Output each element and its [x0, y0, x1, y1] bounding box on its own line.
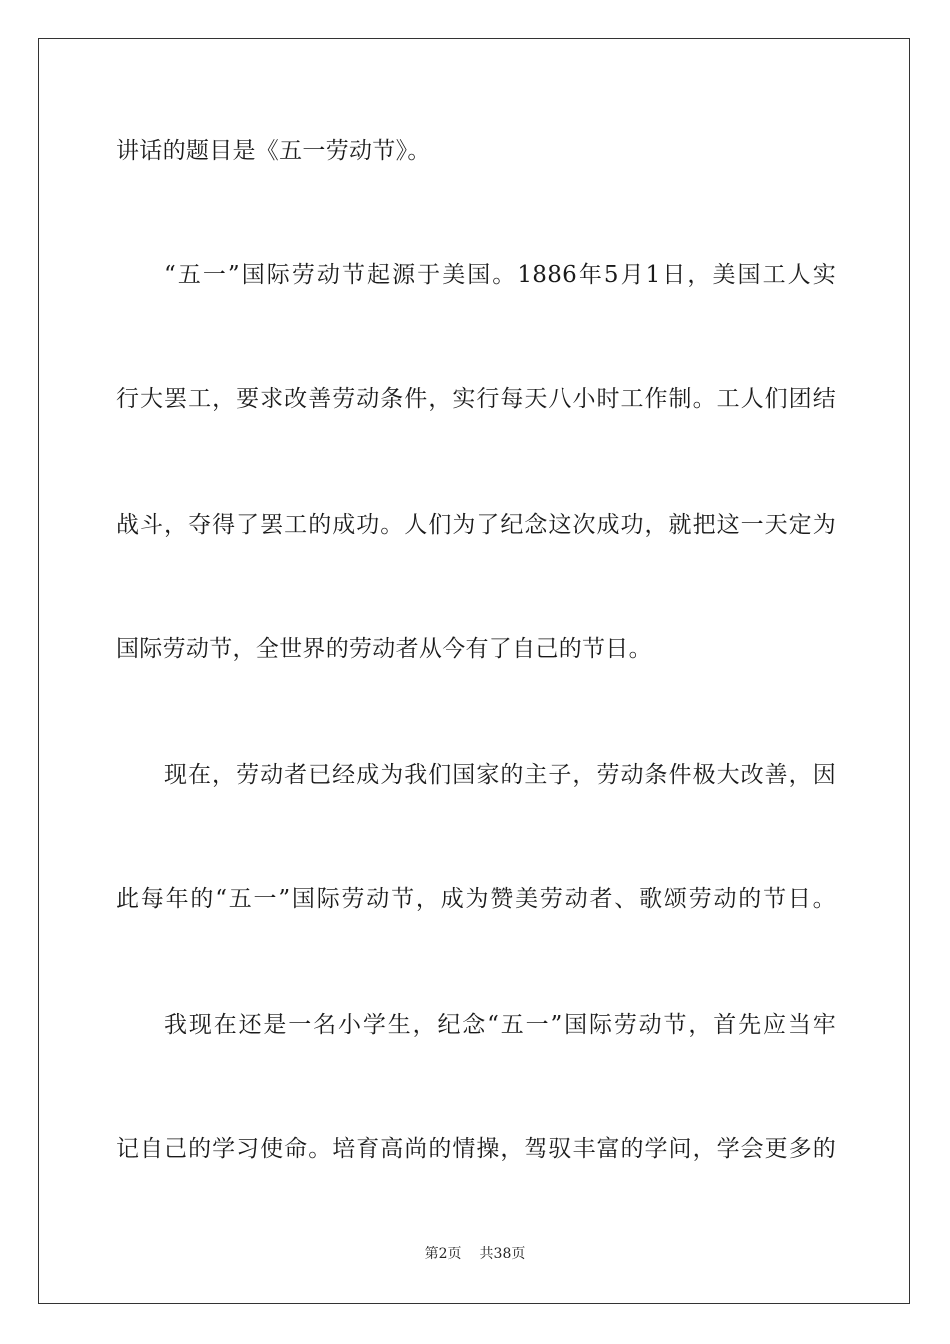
paragraph-line-3: 行大罢工，要求改善劳动条件，实行每天八小时工作制。工人们团结 [116, 386, 836, 412]
page-footer [0, 1244, 950, 1264]
page-border [38, 38, 910, 1304]
paragraph-line-5: 国际劳动节，全世界的劳动者从今有了自己的节日。 [116, 636, 652, 662]
paragraph-line-4: 战斗，夺得了罢工的成功。人们为了纪念这次成功，就把这一天定为 [116, 512, 836, 538]
paragraph-line-8: 我现在还是一名小学生，纪念“五一”国际劳动节，首先应当牢 [164, 1012, 836, 1038]
page-total: 共38页 [479, 1246, 526, 1262]
paragraph-line-7: 此每年的“五一”国际劳动节，成为赞美劳动者、歌颂劳动的节日。 [116, 886, 836, 912]
paragraph-line-2: “五一”国际劳动节起源于美国。1886年5月1日，美国工人实 [164, 262, 836, 288]
page-number: 第2页 [424, 1246, 462, 1262]
paragraph-line-1: 讲话的题目是《五一劳动节》。 [116, 138, 431, 164]
paragraph-line-9: 记自己的学习使命。培育高尚的情操，驾驭丰富的学问，学会更多的 [116, 1136, 836, 1162]
paragraph-line-6: 现在，劳动者已经成为我们国家的主子，劳动条件极大改善，因 [164, 762, 836, 788]
